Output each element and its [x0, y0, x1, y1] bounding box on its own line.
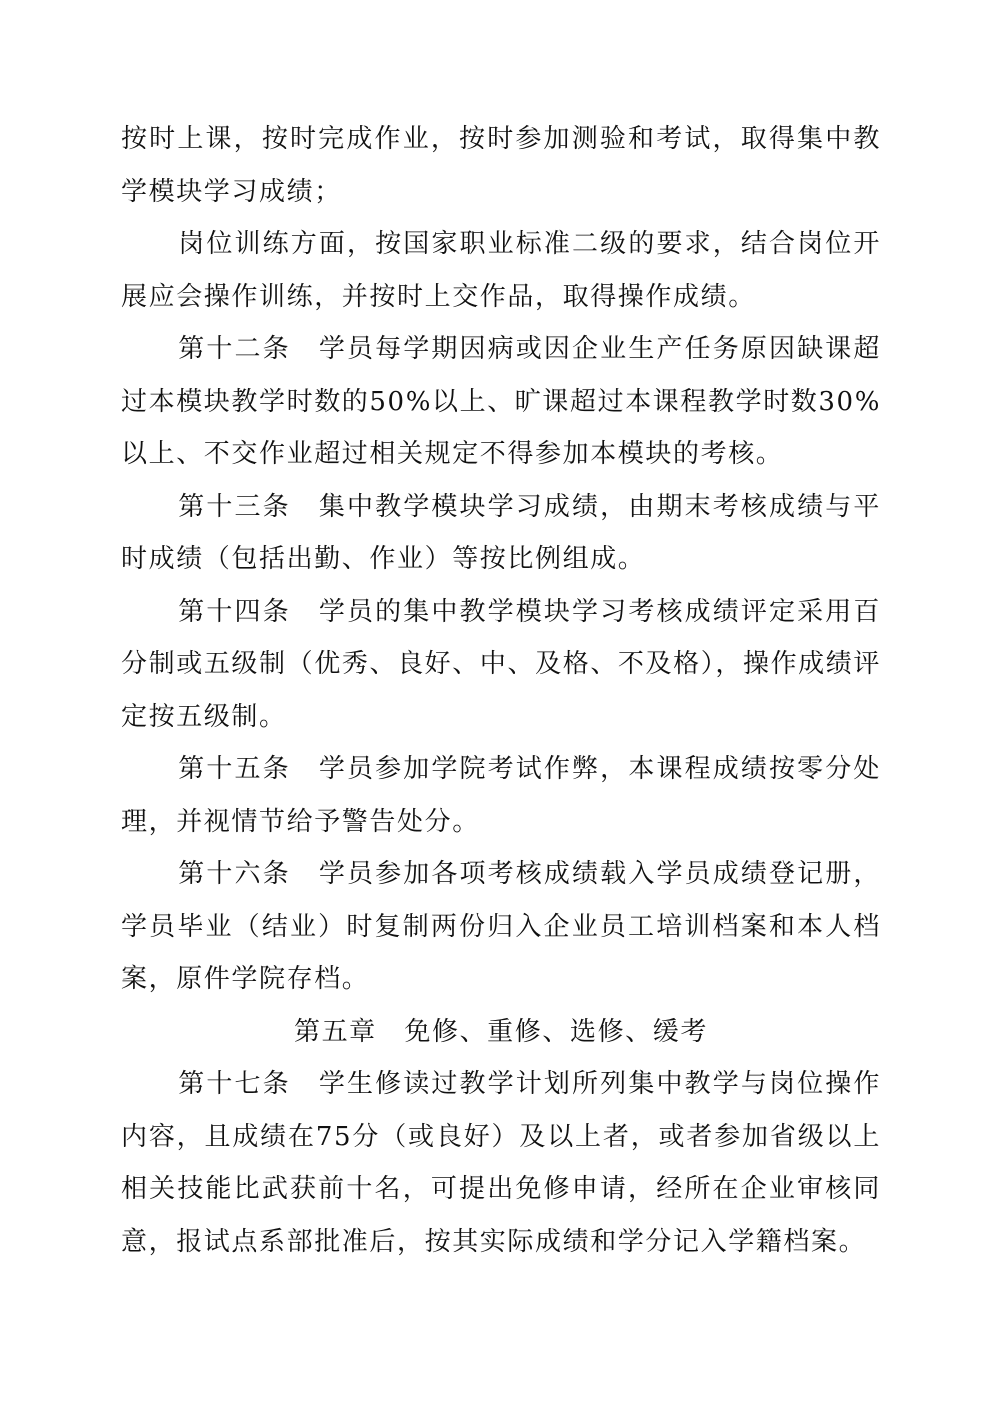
article-12-paragraph: 第十二条 学员每学期因病或因企业生产任务原因缺课超过本模块教学时数的50%以上、旷课超过本课程教学时数30%以上、不交作业超过相关规定不得参加本模块的考核。	[121, 334, 881, 469]
chapter-heading: 第五章 免修、重修、选修、缓考	[293, 1016, 708, 1047]
article-15-paragraph: 第十五条 学员参加学院考试作弊，本课程成绩按零分处理，并视情节给予警告处分。	[121, 754, 881, 837]
document-body	[121, 113, 881, 1268]
article-16-paragraph: 第十六条 学员参加各项考核成绩载入学员成绩登记册，学员毕业（结业）时复制两份归入企业员工培训档案和本人档案，原件学院存档。	[121, 859, 881, 994]
paragraph-continued: 按时上课，按时完成作业，按时参加测验和考试，取得集中教学模块学习成绩；	[121, 124, 881, 207]
article-14-paragraph: 第十四条 学员的集中教学模块学习考核成绩评定采用百分制或五级制（优秀、良好、中、及格、不及格），操作成绩评定按五级制。	[121, 596, 881, 732]
article-17-paragraph: 第十七条 学生修读过教学计划所列集中教学与岗位操作内容，且成绩在75分（或良好）及以上者，或者参加省级以上相关技能比武获前十名，可提出免修申请，经所在企业审核同意，报试点系部批准后，按其实际成绩和学分记入学籍档案。	[121, 1069, 881, 1257]
paragraph-post-training: 岗位训练方面，按国家职业标准二级的要求，结合岗位开展应会操作训练，并按时上交作品，取得操作成绩。	[121, 229, 881, 312]
article-13-paragraph: 第十三条 集中教学模块学习成绩，由期末考核成绩与平时成绩（包括出勤、作业）等按比例组成。	[121, 491, 881, 574]
